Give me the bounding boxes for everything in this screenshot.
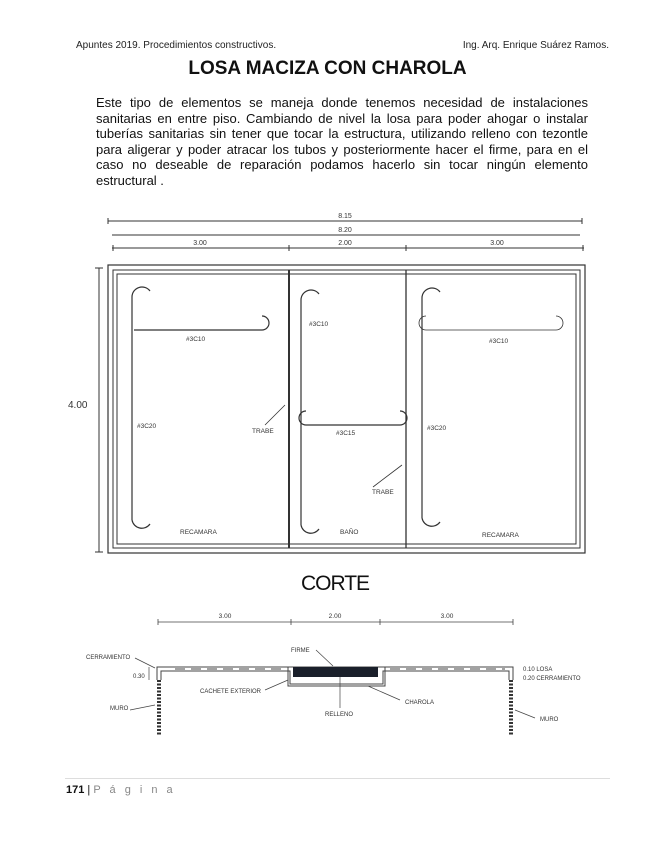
room-label-recamara-2: RECAMARA [482, 532, 519, 539]
page-footer [66, 784, 176, 796]
section-dim-1: 3.00 [218, 613, 232, 620]
section-title: CORTE [300, 572, 370, 595]
dim-height: 4.00 [68, 400, 88, 411]
dim-total-outer: 8.15 [338, 213, 352, 220]
header-left: Apuntes 2019. Procedimientos constructivos. [76, 40, 277, 51]
label-losa: 0.10 LOSA [523, 667, 553, 673]
label-relleno: RELLENO [325, 712, 354, 718]
label-firme: FIRME [291, 648, 310, 654]
room-label-recamara-1: RECAMARA [180, 529, 217, 536]
dim-span-3: 3.00 [490, 240, 504, 247]
rebar-label-2: #3C10 [309, 321, 329, 328]
rebar-lines [132, 287, 563, 533]
rebar-label-6: #3C20 [427, 425, 447, 432]
dim-total-inner: 8.20 [338, 227, 352, 234]
rebar-label-1: #3C10 [186, 336, 206, 343]
header-right: Ing. Arq. Enrique Suárez Ramos. [462, 40, 609, 51]
page-title: LOSA MACIZA CON CHAROLA [188, 58, 467, 79]
footer-divider [65, 778, 610, 779]
dim-span-2: 2.00 [338, 240, 352, 247]
trabe-label-2: TRABE [372, 489, 394, 496]
label-charola: CHAROLA [405, 700, 435, 706]
label-muro-right: MURO [540, 717, 559, 723]
page-number: 171 [66, 784, 85, 796]
plan-dimensions [95, 218, 584, 552]
firme-block [293, 667, 378, 677]
page-label: P á g i n a [93, 784, 176, 796]
trabe-label-1: TRABE [252, 428, 274, 435]
label-cerramiento: CERRAMIENTO [86, 655, 131, 661]
body-paragraph: Este tipo de elementos se maneja donde tenemos necesidad de instalaciones sanitarias en entre piso. Cambiando de nivel la losa para poder ahogar o instalar tuberías sanitarias sin tener que tocar la estructura, utilizando relleno con tezontle para aligerar y poder atracar los tubos y posteriormente hacer el firme, para en el caso no deseable de reparación podamos hacerlo sin tocar ningún elemento estructural . [96, 95, 588, 188]
section-dim-2: 2.00 [328, 613, 342, 620]
rebar-label-5: #3C15 [336, 430, 356, 437]
label-height: 0.30 [133, 674, 145, 680]
rebar-label-3: #3C10 [489, 338, 509, 345]
rebar-label-4: #3C20 [137, 423, 157, 430]
section-dim-3: 3.00 [440, 613, 454, 620]
plan-slab-outline [108, 265, 585, 553]
dim-span-1: 3.00 [193, 240, 207, 247]
footer-separator: | [87, 784, 91, 796]
room-label-bano: BAÑO [340, 529, 359, 536]
label-cerramiento-dim: 0.20 CERRAMIENTO [523, 676, 581, 682]
label-cachete-exterior: CACHETE EXTERIOR [200, 689, 262, 695]
label-muro-left: MURO [110, 706, 129, 712]
